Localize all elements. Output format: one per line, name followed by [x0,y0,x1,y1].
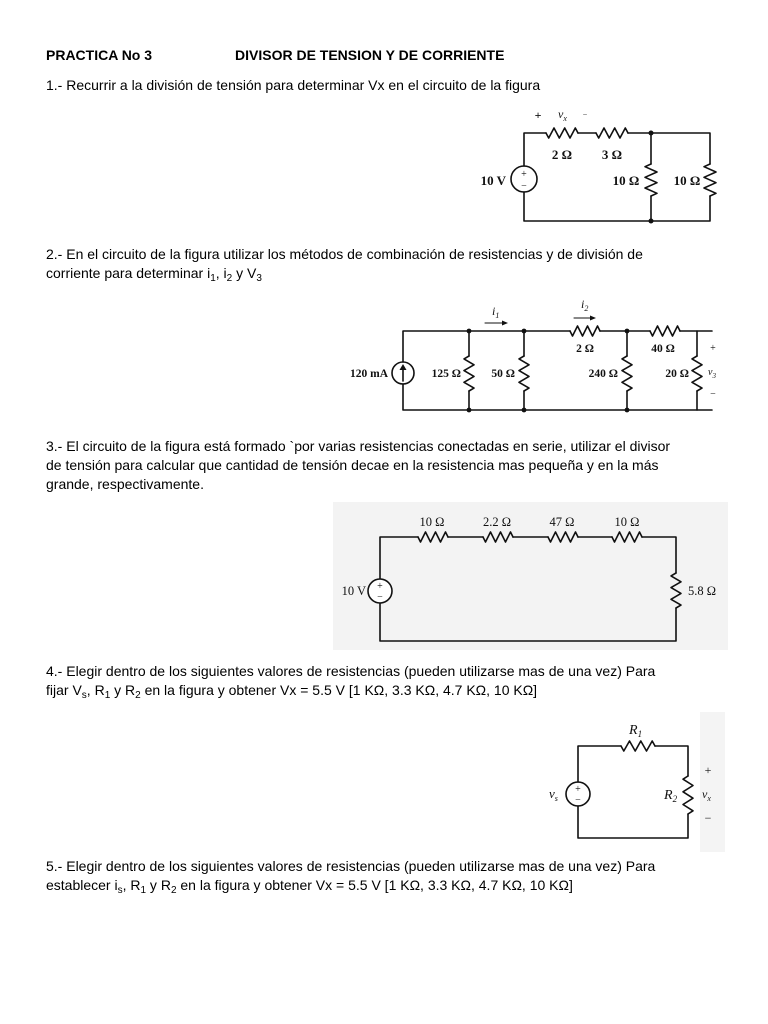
junction-dot [625,329,630,334]
subscript: 2 [135,690,141,701]
junction-dot [649,219,654,224]
resistor-symbol-letter: R [629,723,638,738]
question-5-line-1: 5.- Elegir dentro de los siguientes valores de resistencias (pueden utilizarse mas de una vez) Para [46,858,656,874]
vx-label-subscript: x [563,114,567,123]
resistor-subscript: 1 [637,729,643,739]
label-resistor-50: 50 Ω [491,368,515,380]
wire [628,133,710,164]
resistor-symbol [683,776,693,814]
label-source: 10 V [341,584,366,598]
arrowhead-icon [590,316,596,321]
wire [403,331,570,362]
label-resistor-c: 10 Ω [612,173,640,188]
resistor-symbol-letter: R [664,788,673,803]
source-plus-sign: + [575,784,581,795]
vx-plus-sign: + [704,763,712,777]
subscript: 2 [226,273,233,284]
question-1-line-1: 1.- Recurrir a la división de tensión para determinar Vx en el circuito de la figura [46,77,541,93]
junction-dot [522,329,527,334]
subscript: 3 [256,273,262,284]
source-minus-sign: − [377,592,383,603]
vx-label-symbol: v [558,107,564,121]
source-minus-sign: − [521,181,527,192]
label-resistor-240: 240 Ω [588,368,618,380]
wire [524,192,710,221]
text-run: en la figura y obtener Vx = 5.5 V [1 KΩ, 3.3 KΩ, 4.7 KΩ, 10 KΩ] [176,877,573,893]
scan-background [333,502,728,650]
subscript: 1 [140,885,147,896]
voltage-symbol: v [549,786,555,801]
arrowhead-icon [400,364,407,370]
text-run: , R [86,682,105,698]
current-symbol: i [581,297,585,311]
wire [578,746,621,782]
resistor-symbol [704,164,716,196]
question-4-line-2 [46,681,537,700]
scan-background [700,712,725,852]
question-2-line-2 [46,264,262,283]
wire [655,746,688,776]
subscript: s [117,885,123,896]
figure-3-circuit [333,502,728,650]
label-resistor-5: 5.8 Ω [688,584,717,598]
wire [403,384,712,410]
resistor-symbol [692,356,702,391]
current-subscript: 1 [495,311,500,320]
resistor-symbol [645,164,657,196]
junction-dot [467,408,472,413]
label-resistor-1: 10 Ω [419,515,445,529]
voltage-subscript: 3 [712,372,716,380]
question-3-line-3: grande, respectivamente. [46,476,204,492]
voltage-subscript: x [707,794,711,803]
junction-dot [625,408,630,413]
figure-1-circuit [470,105,726,227]
label-resistor-r2 [663,788,678,804]
practice-number: PRACTICA No 3 [46,47,153,63]
subscript: 1 [210,273,216,284]
subscript: 1 [104,690,111,701]
arrowhead-icon [502,321,508,326]
text-run: fijar V [46,682,82,698]
text-run: y R [146,877,171,893]
text-run: corriente para determinar i [46,265,211,281]
page-title: DIVISOR DE TENSION Y DE CORRIENTE [235,47,505,63]
text-run: y R [110,682,136,698]
label-resistor-125: 125 Ω [431,368,461,380]
resistor-subscript: 2 [672,794,678,804]
vx-minus-sign: − [582,110,588,119]
v3-plus-sign: + [710,343,716,354]
text-run: , i [215,265,227,281]
source-minus-sign: − [575,795,581,806]
text-run: en la figura y obtener Vx = 5.5 V [1 KΩ, 3.3 KΩ, 4.7 KΩ, 10 KΩ] [140,682,538,698]
resistor-symbol [650,326,680,336]
label-current-i1 [492,304,499,320]
question-3-line-1: 3.- El circuito de la figura está formado `por varias resistencias conectadas en serie, utilizar el divisor [46,438,671,454]
label-source: 10 V [480,173,506,188]
vx-plus-sign: + [534,108,542,122]
question-2-line-1: 2.- En el circuito de la figura utilizar los métodos de combinación de resistencias y de división de [46,246,643,262]
label-source-vs [549,786,558,803]
resistor-symbol [570,326,600,336]
voltage-symbol: v [702,787,708,801]
figure-2-circuit [338,295,723,415]
junction-dot [649,131,654,136]
junction-dot [467,329,472,334]
junction-dot [522,408,527,413]
text-run: establecer i [46,877,118,893]
v3-minus-sign: − [710,389,716,400]
voltage-symbol: v [708,367,713,378]
figure-4-circuit [540,712,725,852]
label-resistor-40: 40 Ω [651,343,675,355]
label-resistor-2: 2 Ω [576,343,594,355]
label-resistor-3: 47 Ω [549,515,575,529]
label-resistor-a: 2 Ω [551,147,573,162]
wire [578,806,688,838]
current-subscript: 2 [584,304,589,313]
question-3-line-2: de tensión para calcular que cantidad de tensión decae en la resistencia mas pequeña y en la más [46,457,659,473]
subscript: s [81,690,87,701]
resistor-symbol [546,128,578,138]
current-symbol: i [492,304,496,318]
source-plus-sign: + [377,581,383,592]
vx-label [558,107,567,123]
resistor-symbol [596,128,628,138]
resistor-symbol [621,741,655,751]
label-current-i2 [581,297,588,313]
source-plus-sign: + [521,169,527,180]
resistor-symbol [622,356,632,391]
question-4-line-1: 4.- Elegir dentro de los siguientes valores de resistencias (pueden utilizarse mas de una vez) Para [46,663,656,679]
label-resistor-d: 10 Ω [673,173,701,188]
wire [524,133,546,166]
vx-minus-sign: − [704,811,712,825]
question-5-line-2 [46,876,573,895]
label-resistor-4: 10 Ω [614,515,640,529]
text-run: y V [232,265,257,281]
label-resistor-2: 2.2 Ω [482,515,512,529]
label-resistor-20: 20 Ω [665,368,689,380]
resistor-symbol [519,356,529,391]
voltage-subscript: s [554,794,558,803]
subscript: 2 [170,885,177,896]
label-resistor-b: 3 Ω [601,147,623,162]
resistor-symbol [464,356,474,391]
text-run: , R [122,877,141,893]
label-source: 120 mA [349,368,388,380]
label-voltage-v3 [708,367,716,380]
label-resistor-r1 [628,723,642,739]
